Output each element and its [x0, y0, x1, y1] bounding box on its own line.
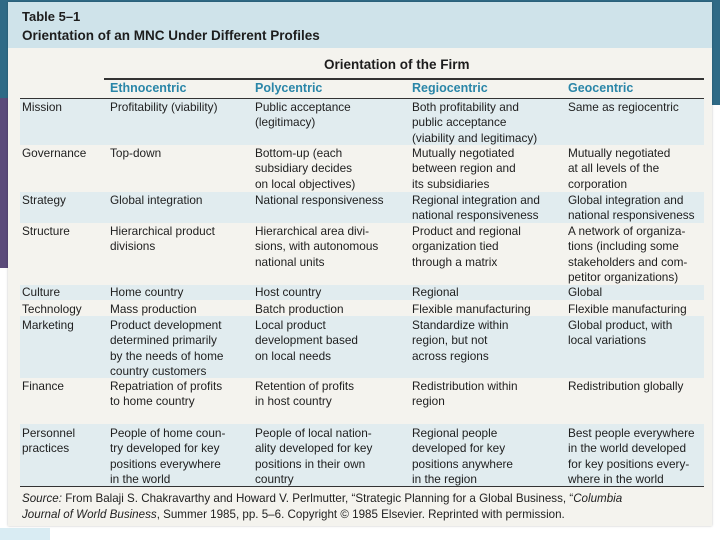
table-cell: Global integration and national responsiveness — [568, 193, 695, 223]
group-header-rule — [104, 78, 704, 80]
row-label-culture: Culture — [22, 285, 61, 299]
table-cell: Retention of profits in host country — [255, 379, 355, 409]
row-label-mission: Mission — [22, 100, 62, 114]
table-cell: Global integration — [110, 193, 203, 207]
table-cell: Redistribution globally — [568, 379, 684, 393]
table-cell: Product and regional organization tied through a matrix — [412, 224, 521, 269]
table-cell: Mass production — [110, 302, 197, 316]
table-cell: Local product development based on local needs — [255, 318, 358, 363]
table-cell: Top-down — [110, 146, 162, 160]
source-journal-2: Journal of World Business — [22, 507, 157, 521]
table-number: Table 5–1 — [22, 9, 81, 24]
table-title: Orientation of an MNC Under Different Profiles — [22, 28, 320, 43]
table-cell: Global product, with local variations — [568, 318, 673, 348]
table-cell: Global — [568, 285, 603, 299]
table-cell: Flexible manufacturing — [568, 302, 687, 316]
table-cell: Bottom-up (each subsidiary decides on local objectives) — [255, 146, 356, 191]
column-header-polycentric: Polycentric — [255, 81, 323, 95]
row-label-marketing: Marketing — [22, 318, 74, 332]
table-cell: Profitability (viability) — [110, 100, 218, 114]
table-cell: Mutually negotiated at all levels of the corporation — [568, 146, 671, 191]
slide-footer-accent — [0, 528, 50, 540]
table-cell: Host country — [255, 285, 322, 299]
table-cell: Batch production — [255, 302, 344, 316]
table-cell: Home country — [110, 285, 184, 299]
table-cell: Regional integration and national responsiveness — [412, 193, 540, 223]
source-rule — [20, 486, 704, 487]
row-label-strategy: Strategy — [22, 193, 66, 207]
table-cell: Both profitability and public acceptance (viability and legitimacy) — [412, 100, 538, 145]
table-cell: Hierarchical area divi- sions, with autonomous national units — [255, 224, 379, 269]
column-header-geocentric: Geocentric — [568, 81, 634, 95]
slide-background-right — [712, 0, 720, 105]
row-label-finance: Finance — [22, 379, 64, 393]
table-cell: Same as regiocentric — [568, 100, 679, 114]
column-header-regiocentric: Regiocentric — [412, 81, 488, 95]
row-label-structure: Structure — [22, 224, 70, 238]
table-sheet — [8, 2, 712, 526]
table-cell: Regional people developed for key positions anywhere in the region — [412, 426, 513, 486]
table-cell: Hierarchical product divisions — [110, 224, 215, 254]
table-cell: Standardize within region, but not across regions — [412, 318, 509, 363]
table-cell: Flexible manufacturing — [412, 302, 531, 316]
table-cell: Public acceptance (legitimacy) — [255, 100, 351, 130]
title-band — [8, 2, 712, 48]
table-cell: Best people everywhere in the world developed for key positions every- where in the world — [568, 426, 695, 486]
row-label-personnel-practices: Personnel practices — [22, 426, 76, 456]
table-cell: Redistribution within region — [412, 379, 518, 409]
source-note — [22, 491, 706, 522]
table-cell: People of home coun- try developed for key positions everywhere in the world — [110, 426, 226, 486]
table-cell: People of local nation- ality developed for key positions in their own country — [255, 426, 373, 486]
table-cell: Mutually negotiated between region and its subsidiaries — [412, 146, 516, 191]
row-label-governance: Governance — [22, 146, 87, 160]
slide-background-left — [0, 98, 8, 268]
group-header: Orientation of the Firm — [324, 57, 470, 72]
table-cell: A network of organiza- tions (including some stakeholders and com- petitor organizations) — [568, 224, 688, 284]
table-cell: Repatriation of profits to home country — [110, 379, 223, 409]
table-cell: Regional — [412, 285, 459, 299]
source-label: Source: — [22, 492, 62, 505]
slide-footer — [0, 528, 720, 540]
source-text-1: From Balaji S. Chakravarthy and Howard V. Perlmutter, “Strategic Planning for a Global Business, “ — [61, 492, 574, 505]
table-cell: National responsiveness — [255, 193, 384, 207]
table-cell: Product development determined primarily by the needs of home country customers — [110, 318, 224, 378]
column-header-ethnocentric: Ethnocentric — [110, 81, 187, 95]
source-text-2: , Summer 1985, pp. 5–6. Copyright © 1985 Elsevier. Reprinted with permission. — [156, 507, 565, 521]
source-journal-1: Columbia — [573, 492, 623, 505]
row-label-technology: Technology — [22, 302, 82, 316]
